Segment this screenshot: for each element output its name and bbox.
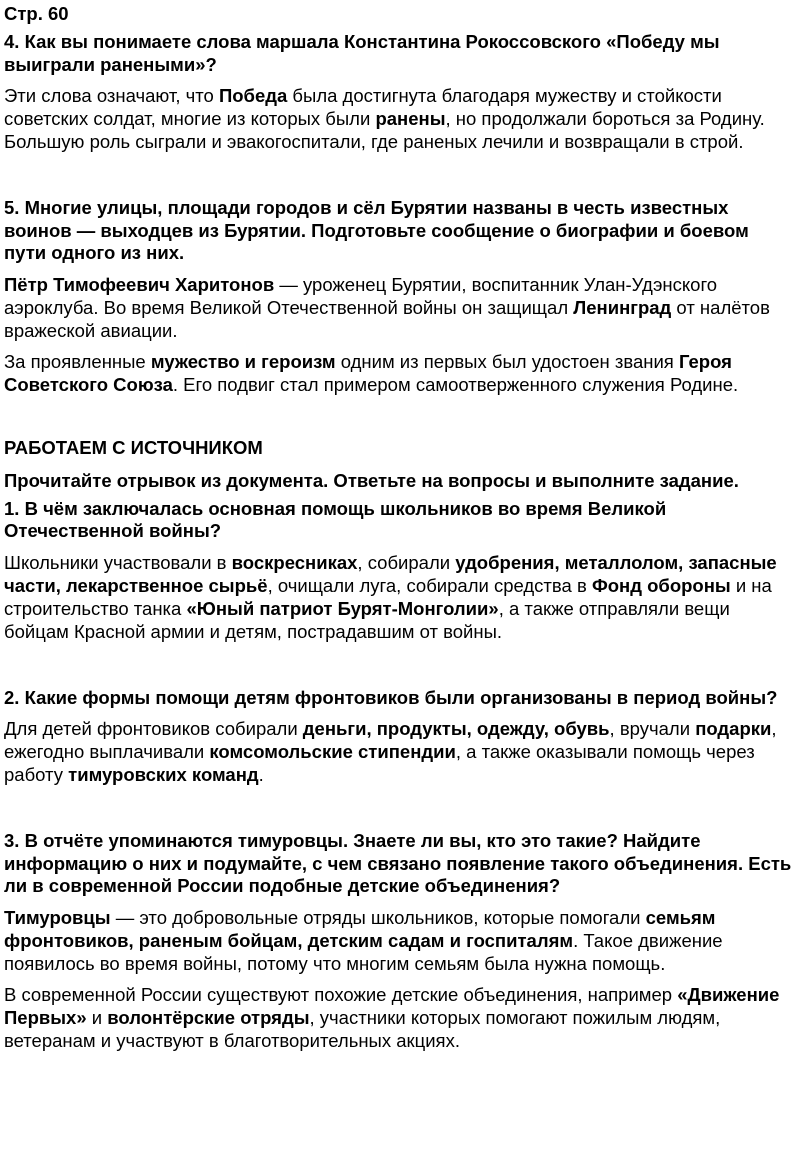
instruction: Прочитайте отрывок из документа. Ответьте на вопросы и выполните задание.	[4, 469, 739, 491]
paragraph-text: и на строительство танка	[4, 574, 772, 619]
paragraph-text: была достигнута благодаря мужеству и стойкости советских солдат, многие из которых были	[4, 85, 722, 129]
emphasized-text: Тимуровцы	[4, 906, 111, 928]
paragraph-text: Школьники участвовали в	[4, 551, 232, 573]
answer-5-paragraph-1	[4, 273, 794, 342]
paragraph-text: Эти слова означают, что	[4, 85, 219, 106]
source-question-3: 3. В отчёте упоминаются тимуровцы. Знаете ли вы, кто это такие? Найдите информацию о них и подумайте, с чем связано появление такого объединения. Есть ли в современной России подобные детские объединения?	[4, 830, 792, 896]
source-answer-3-paragraph-2	[4, 983, 794, 1052]
paragraph-text: , собирали	[357, 551, 456, 573]
answer-4	[4, 84, 794, 153]
emphasized-text: воскресниках	[231, 551, 358, 573]
source-answer-3-paragraph-1	[4, 906, 794, 975]
paragraph-text: , а также отправляли вещи бойцам Красной армии и детям, пострадавшим от войны.	[4, 597, 730, 642]
source-answer-2	[4, 717, 794, 786]
emphasized-text: комсомольские стипендии	[209, 741, 456, 762]
question-5: 5. Многие улицы, площади городов и сёл Бурятии названы в честь известных воинов — выходцев из Бурятии. Подготовьте сообщение о биографии и боевом пути одного из них.	[4, 197, 749, 263]
answer-5-paragraph-2	[4, 350, 794, 396]
paragraph-text: , очищали луга, собирали средства в	[267, 574, 592, 596]
emphasized-text: ранены	[375, 108, 446, 129]
question-4: 4. Как вы понимаете слова маршала Константина Рокоссовского «Победу мы выиграли ранеными»?	[4, 31, 720, 75]
emphasized-text: Ленинград	[573, 296, 672, 318]
emphasized-text: тимуровских команд	[68, 764, 259, 785]
paragraph-text: , но продолжали бороться за Родину. Большую роль сыграли и эвакогоспитали, где раненых лечили и возвращали в строй.	[4, 108, 765, 152]
emphasized-text: удобрения, металлолом, запасные части, лекарственное сырьё	[4, 551, 777, 596]
paragraph-text: одним из первых был удостоен звания	[335, 350, 679, 372]
source-question-2: 2. Какие формы помощи детям фронтовиков были организованы в период войны?	[4, 686, 778, 708]
emphasized-text: «Движение Первых»	[4, 983, 780, 1028]
paragraph-text: .	[258, 764, 264, 785]
paragraph-text: Для детей фронтовиков собирали	[4, 718, 303, 739]
paragraph-text: . Его подвиг стал примером самоотверженного служения Родине.	[172, 373, 739, 395]
source-question-1: 1. В чём заключалась основная помощь школьников во время Великой Отечественной войны?	[4, 497, 667, 541]
paragraph-text: . Такое движение появилось во время войны, потому что многим семьям была нужна помощь.	[4, 929, 723, 974]
source-answer-1	[4, 551, 794, 643]
paragraph-text: , вручали	[609, 718, 696, 739]
emphasized-text: Фонд обороны	[591, 574, 731, 596]
paragraph-text: — уроженец Бурятии, воспитанник Улан-Удэнского аэроклуба. Во время Великой Отечественной войны он защищал	[4, 273, 718, 318]
emphasized-text: «Юный патриот Бурят-Монголии»	[186, 597, 499, 619]
paragraph-text: — это добровольные отряды школьников, которые помогали	[110, 906, 646, 928]
emphasized-text: мужество и героизм	[150, 350, 336, 372]
paragraph-text: и	[86, 1006, 108, 1028]
emphasized-text: Пётр Тимофеевич Харитонов	[4, 273, 275, 295]
paragraph-text: , ежегодно выплачивали	[4, 718, 777, 762]
paragraph-text: В современной России существуют похожие детские объединения, например	[4, 983, 678, 1005]
emphasized-text: Победа	[218, 85, 288, 106]
paragraph-text: , а также оказывали помощь через работу	[4, 741, 755, 785]
paragraph-text: от налётов вражеской авиации.	[4, 296, 770, 341]
page-number: Стр. 60	[4, 3, 69, 24]
paragraph-text: За проявленные	[4, 350, 151, 372]
emphasized-text: семьям фронтовиков, раненым бойцам, детским садам и госпиталям	[4, 906, 716, 951]
section-title: РАБОТАЕМ С ИСТОЧНИКОМ	[4, 436, 263, 458]
paragraph-text: , участники которых помогают пожилым людям, ветеранам и участвуют в благотворительных акциях.	[4, 1006, 721, 1051]
emphasized-text: Героя Советского Союза	[4, 350, 732, 395]
emphasized-text: волонтёрские отряды	[107, 1006, 310, 1028]
emphasized-text: подарки	[695, 718, 772, 739]
emphasized-text: деньги, продукты, одежду, обувь	[302, 718, 610, 739]
